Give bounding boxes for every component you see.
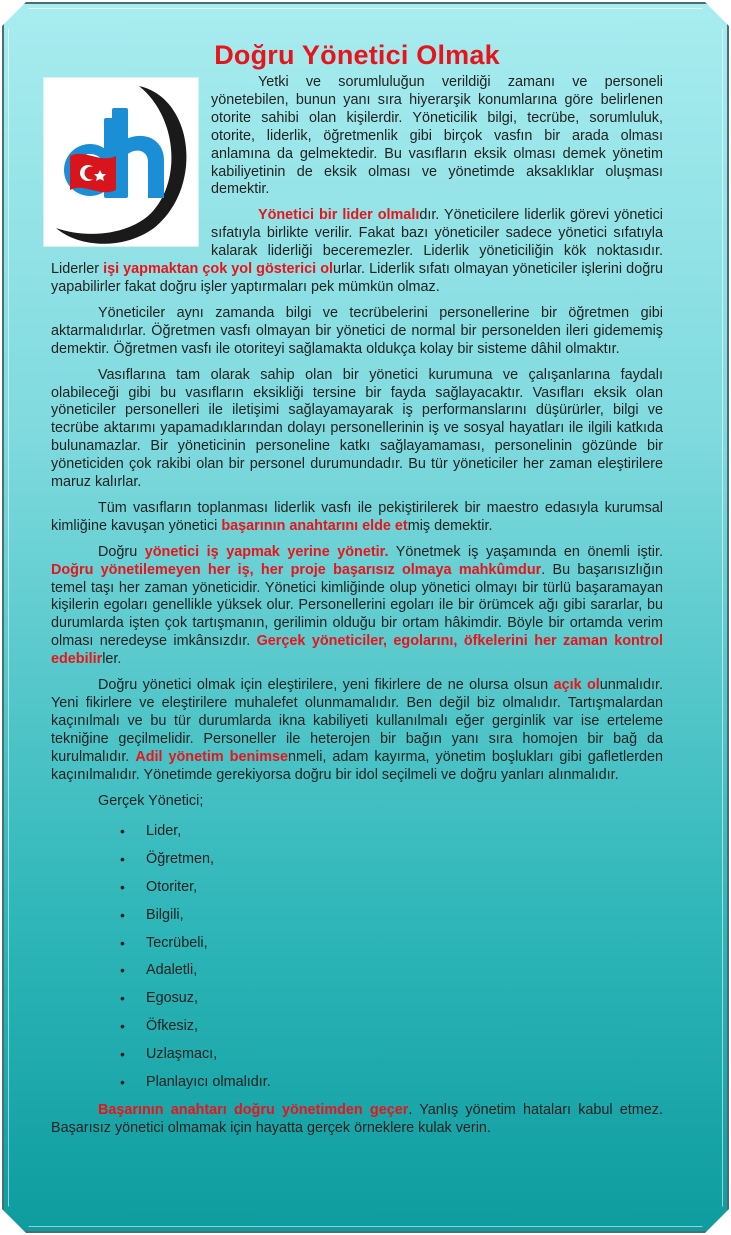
paragraph-6: [51, 544, 663, 669]
list-item: • Bilgili,: [146, 902, 663, 930]
list-item: • Uzlaşmacı,: [146, 1041, 663, 1069]
dh-logo: [43, 77, 199, 247]
paragraph-3: [51, 305, 663, 359]
list-item: • Öfkesiz,: [146, 1013, 663, 1041]
paragraph-text: unmalıdır. Yeni fikirlere ve eleştirilere muhalefet olunmamalıdır. Ben değil biz olmalıdır. Tartışmalardan kaçınılmalı ve bu tür durumlarda ikna kabiliyeti kullanılmalı eğer gerginlik var ise erteleme tekniğine geçilmelidir. Personeller ile heterojen bir bağın yanı sıra homojen bir bağ da kurulmalıdır.: [51, 677, 663, 765]
paragraph-text: . Bu başarısızlığın temel taşı her zaman yöneticidir. Yönetici kimliğinde olup yönetici olmayı bir türlü başaramayan kişilerin egoları genellikle yüksek olur. Personellerini egoları ile bir örümcek ağı gibi sararlar, bu durumlarda işten çok tartışmanın, gerilimin olduğu bir ortam hâkimdir. Böyle bir ortamda verim olması neredeyse imkânsızdır.: [51, 561, 663, 650]
list-intro: Gerçek Yönetici;: [98, 792, 204, 809]
paragraph-text: dır. Yöneticilere liderlik görevi yönetici sıfatıyla birlikte verilir. Fakat bazı yöneticiler sadece yönetici sıfatıyla kalarak liderliği beceremezler. Liderlik yöneticiliğin kök noktasıdır. Liderler: [51, 207, 663, 278]
dh-logo-icon: [44, 78, 198, 246]
list-item: • Otoriter,: [146, 874, 663, 902]
paragraph-text: Vasıflarına tam olarak sahip olan bir yönetici kurumuna ve çalışanlarına faydalı olabileceği gibi bu vasıfların eksikliği tersine bir fayda sağlayacaktır. Vasıfları eksik olan yöneticiler personelleri ile iletişimi sağlayamayarak iş performanslarını düşürürler, bilgi ve tecrübe aktarımı yapamadıklarından dolayı personellerinin iş ve sosyal hayatları ile ilgili katkıda bulunamazlar. Bir yöneticinin personeline katkı sağlayamaması, personelinin gözünde bir yöneticiden çok rakibi olan bir personel durumundadır. Bu tür yöneticiler her zaman eleştirilere maruz kalırlar.: [51, 366, 663, 491]
paragraph-text: Tüm vasıfların toplanması liderlik vasfı ile pekiştirilerek bir maestro edasıyla kurumsal kimliğine kavuşan yönetici: [51, 499, 663, 534]
paragraph-text: Yönetmek iş yaşamında en önemli iştir.: [388, 543, 663, 560]
paragraph-text: nmeli, adam kayırma, yönetim boşlukları gibi gafletlerden kaçınılmalıdır. Yönetimde gerekiyorsa doğru bir idol seçilmeli ve doğru yanları alınmalıdır.: [51, 748, 664, 783]
list-item: • Öğretmen,: [146, 846, 663, 874]
highlighted-text: Doğru yönetilemeyen her iş, her proje başarısız olmaya mahkûmdur: [51, 561, 542, 578]
paragraph-text: . Yanlış yönetim hataları kabul etmez. Başarısız yönetici olmamak için hayatta gerçek örneklere kulak verin.: [51, 1102, 663, 1137]
paragraph-text: Doğru: [98, 543, 145, 560]
paragraph-text: Doğru yönetici olmak için eleştirilere, yeni fikirlere de ne olursa olsun: [98, 677, 554, 694]
highlighted-text: Başarının anahtarı doğru yönetimden geçer: [98, 1102, 409, 1119]
paragraph-7: [51, 677, 663, 784]
list-item: • Egosuz,: [146, 985, 663, 1013]
qualities-list: [51, 818, 663, 1096]
paragraph-5: [51, 500, 663, 536]
highlighted-text: yönetici iş yapmak yerine yönetir.: [144, 543, 389, 560]
highlighted-text: Gerçek yöneticiler, egolarını, öfkelerini her zaman kontrol edebilir: [51, 633, 663, 668]
list-item: • Tecrübeli,: [146, 930, 663, 958]
paragraph-text: urlar. Liderlik sıfatı olmayan yöneticiler işlerini doğru yapabilirler fakat doğru işler yaptırmaları pek mümkün olmaz.: [51, 261, 663, 295]
list-item: • Planlayıcı olmalıdır.: [146, 1069, 663, 1097]
highlighted-text: Yönetici bir lider olmalı: [258, 207, 420, 224]
paragraph-4: [51, 367, 663, 492]
paragraph-text: ler.: [102, 651, 122, 668]
highlighted-text: açık ol: [553, 677, 600, 694]
list-item: • Lider,: [146, 818, 663, 846]
paragraph-text: miş demektir.: [407, 517, 493, 534]
article: [51, 38, 663, 1146]
highlighted-text: başarının anahtarını elde et: [221, 517, 408, 534]
page-title: Doğru Yönetici Olmak: [214, 40, 500, 70]
list-item: • Adaletli,: [146, 957, 663, 985]
paragraph-text: Yetki ve sorumluluğun verildiği zamanı ve personeli yönetebilen, bunun yanı sıra hiyerarşik konumlarına göre belirlenen otorite sahibi olan kişilerdir. Yöneticilik bilgi, tecrübe, sorumluluk, otorite, liderlik, öğretmenlik gibi birçok vasfın bir arada olması anlamına da gelmektedir. Bu vasıfların eksik olması demek yönetim kabiliyetinin de eksik olması ve yönetimde aksaklıklar oluşması demektir.: [211, 74, 663, 198]
paragraph-text: Yöneticiler aynı zamanda bilgi ve tecrübelerini personellerine bir öğretmen gibi aktarmalıdırlar. Öğretmen vasfı olmayan bir yönetici de normal bir personelden ileri gidememiş demektir. Öğretmen vasfı ile otoriteyi sağlamakta oldukça kolay bir sisteme dâhil olmaktır.: [51, 304, 663, 357]
closing-paragraph: [51, 1102, 663, 1138]
highlighted-text: Adil yönetim benimse: [135, 748, 289, 765]
highlighted-text: işi yapmaktan çok yol gösterici ol: [103, 261, 333, 278]
